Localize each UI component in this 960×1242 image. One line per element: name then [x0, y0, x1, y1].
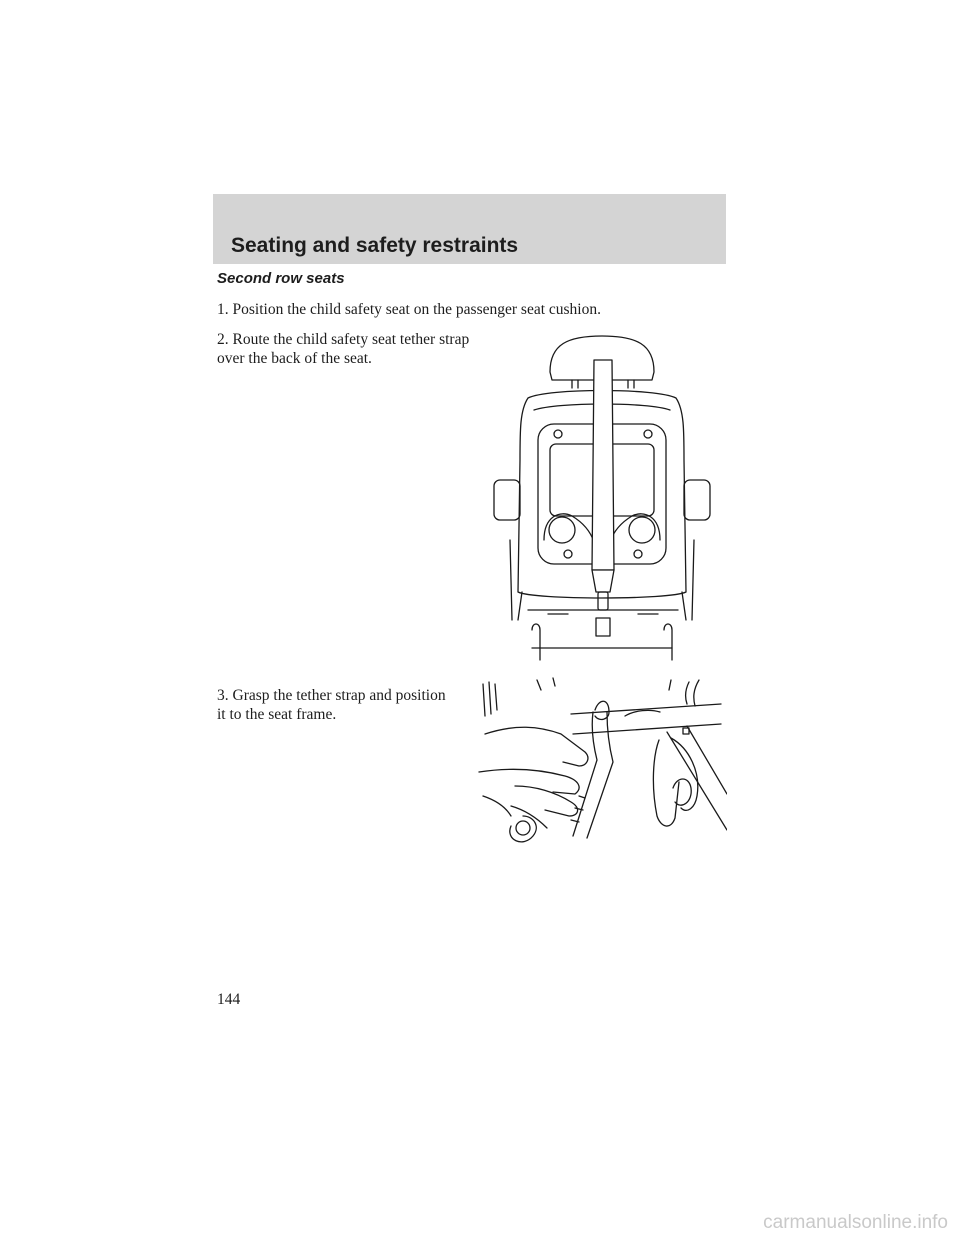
chapter-title: Seating and safety restraints [231, 234, 519, 257]
instruction-step-3: 3. Grasp the tether strap and position it to the seat frame. [217, 687, 446, 723]
section-title: Second row seats [217, 270, 345, 287]
watermark-text: carmanualsonline.info [763, 1212, 948, 1233]
instruction-step-2: 2. Route the child safety seat tether strap over the back of the seat. [217, 331, 470, 367]
page-number: 144 [217, 991, 241, 1008]
section-header-band [213, 194, 726, 264]
instruction-step-1: 1. Position the child safety seat on the passenger seat cushion. [217, 301, 601, 318]
seat-back-tether-illustration [488, 330, 720, 665]
hand-tether-hook-illustration [475, 676, 727, 852]
